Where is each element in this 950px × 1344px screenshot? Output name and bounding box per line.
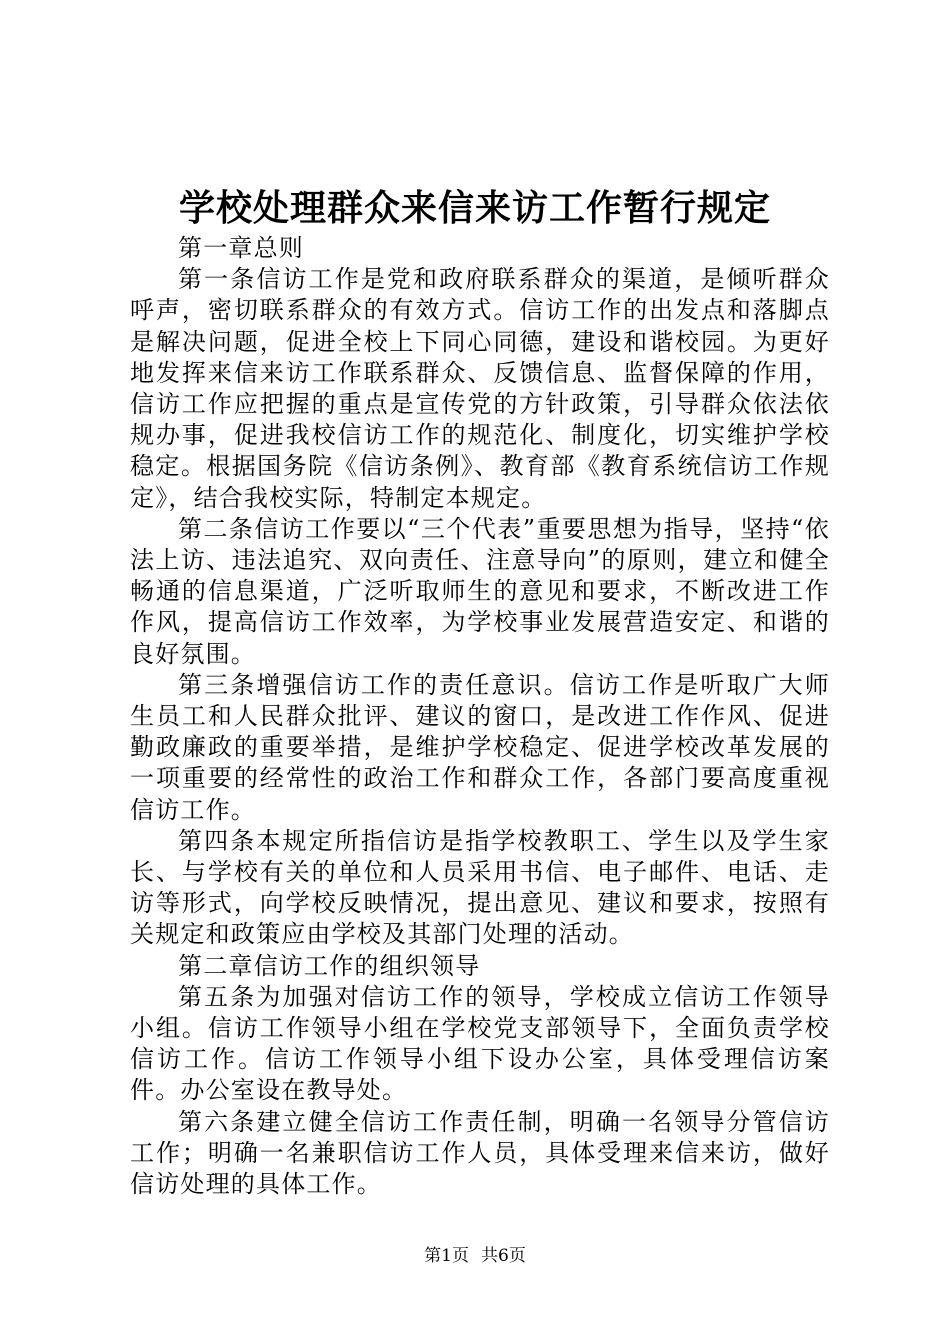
article-paragraph: 第二条信访工作要以“三个代表”重要思想为指导，坚持“依法上访、违法追究、双向责任、注意导向”的原则，建立和健全畅通的信息渠道，广泛听取师生的意见和要求，不断改进工作作风，提高信访工作效率，为学校事业发展营造安定、和谐的良好氛围。 <box>130 514 830 668</box>
page-number: 第1页 <box>424 1246 469 1266</box>
article-paragraph: 第三条增强信访工作的责任意识。信访工作是听取广大师生员工和人民群众批评、建议的窗口，是改进工作作风、促进勤政廉政的重要举措，是维护学校稳定、促进学校改革发展的一项重要的经常性的政治工作和群众工作，各部门要高度重视信访工作。 <box>130 670 830 824</box>
page-footer <box>0 1244 950 1268</box>
page-total: 共6页 <box>481 1246 526 1266</box>
article-paragraph: 第四条本规定所指信访是指学校教职工、学生以及学生家长、与学校有关的单位和人员采用书信、电子邮件、电话、走访等形式，向学校反映情况，提出意见、建议和要求，按照有关规定和政策应由学校及其部门处理的活动。 <box>130 826 830 949</box>
document-body <box>130 233 830 1200</box>
article-paragraph: 第六条建立健全信访工作责任制，明确一名领导分管信访工作；明确一名兼职信访工作人员，具体受理来信来访，做好信访处理的具体工作。 <box>130 1107 830 1199</box>
document-title: 学校处理群众来信来访工作暂行规定 <box>178 187 771 229</box>
chapter-heading: 第一章总则 <box>178 234 304 262</box>
article-paragraph: 第五条为加强对信访工作的领导，学校成立信访工作领导小组。信访工作领导小组在学校党支部领导下，全面负责学校信访工作。信访工作领导小组下设办公室，具体受理信访案件。办公室设在教导处。 <box>130 982 830 1105</box>
article-paragraph: 第一条信访工作是党和政府联系群众的渠道，是倾听群众呼声，密切联系群众的有效方式。信访工作的出发点和落脚点是解决问题，促进全校上下同心同德，建设和谐校园。为更好地发挥来信来访工作联系群众、反馈信息、监督保障的作用，信访工作应把握的重点是宣传党的方针政策，引导群众依法依规办事，促进我校信访工作的规范化、制度化，切实维护学校稳定。根据国务院《信访条例》、教育部《教育系统信访工作规定》，结合我校实际，特制定本规定。 <box>130 265 830 512</box>
chapter-heading: 第二章信访工作的组织领导 <box>178 951 481 980</box>
